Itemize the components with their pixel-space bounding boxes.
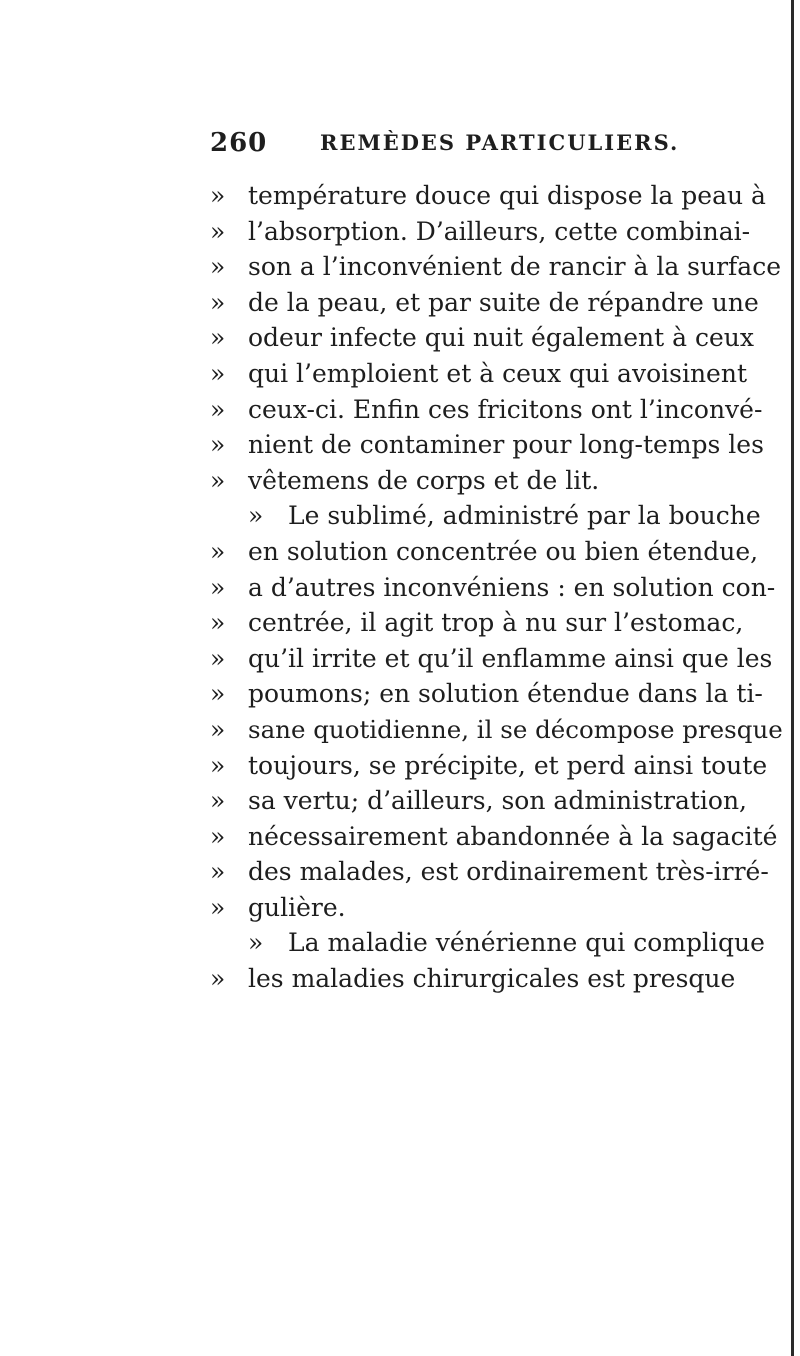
line-text: centrée, il agit trop à nu sur l’estomac,: [248, 608, 744, 638]
quote-mark: »: [210, 465, 226, 495]
quote-mark: »: [210, 857, 226, 887]
line-text: toujours, se précipite, et perd ainsi toute: [248, 750, 768, 780]
line-text: de la peau, et par suite de répandre une: [248, 287, 759, 317]
line-text: les maladies chirurgicales est presque: [248, 964, 736, 994]
text-line: [210, 249, 790, 285]
quote-mark: »: [210, 821, 226, 851]
text-line: [210, 427, 790, 463]
line-text: ceux-ci. Enfin ces fricitons ont l’inconvé-: [248, 394, 763, 424]
quote-mark: »: [210, 216, 226, 246]
text-line: [210, 783, 790, 819]
text-line: [210, 463, 790, 499]
quote-mark: »: [210, 608, 226, 638]
quote-mark: »: [210, 786, 226, 816]
page-number: 260: [210, 128, 268, 158]
quote-mark: »: [210, 536, 226, 566]
line-text: poumons; en solution étendue dans la ti-: [248, 679, 763, 709]
quote-mark: »: [210, 181, 226, 210]
line-text: sa vertu; d’ailleurs, son administration,: [248, 786, 747, 816]
text-line: [210, 641, 790, 677]
quote-mark: »: [210, 892, 226, 922]
text-line: [210, 712, 790, 748]
quote-mark: »: [210, 252, 226, 282]
quote-mark: »: [248, 501, 264, 531]
text-line: [210, 925, 790, 961]
line-text: l’absorption. D’ailleurs, cette combinai-: [248, 216, 751, 246]
text-line: [210, 392, 790, 428]
line-text: nient de contaminer pour long-temps les: [248, 430, 764, 460]
line-text: en solution concentrée ou bien étendue,: [248, 536, 759, 566]
text-line: [210, 819, 790, 855]
quote-mark: »: [210, 714, 226, 744]
running-head: REMÈDES PARTICULIERS.: [320, 130, 680, 155]
line-text: nécessairement abandonnée à la sagacité: [248, 821, 778, 851]
text-line: [210, 214, 790, 250]
line-text: vêtemens de corps et de lit.: [248, 465, 600, 495]
text-line: [210, 854, 790, 890]
page-header: [210, 128, 770, 162]
quote-mark: »: [210, 358, 226, 388]
text-line: [210, 356, 790, 392]
body-text: [210, 178, 790, 997]
line-text: qu’il irrite et qu’il enflamme ainsi que les: [248, 643, 773, 673]
line-text: a d’autres inconvéniens : en solution con-: [248, 572, 776, 602]
text-line: [210, 570, 790, 606]
text-line: [210, 961, 790, 997]
page-edge-shadow: [791, 0, 794, 1356]
line-text: Le sublimé, administré par la bouche: [288, 501, 761, 531]
line-text: température douce qui dispose la peau à: [248, 181, 766, 210]
quote-mark: »: [210, 643, 226, 673]
text-line: [210, 605, 790, 641]
text-line: [210, 320, 790, 356]
quote-mark: »: [210, 394, 226, 424]
line-text: qui l’emploient et à ceux qui avoisinent: [248, 358, 747, 388]
line-text: des malades, est ordinairement très-irré-: [248, 857, 769, 887]
quote-mark: »: [210, 323, 226, 353]
line-text: odeur infecte qui nuit également à ceux: [248, 323, 754, 353]
line-text: La maladie vénérienne qui complique: [288, 928, 765, 958]
line-text: sane quotidienne, il se décompose presque: [248, 714, 783, 744]
quote-mark: »: [210, 572, 226, 602]
quote-mark: »: [210, 287, 226, 317]
quote-mark: »: [210, 964, 226, 994]
quote-mark: »: [210, 430, 226, 460]
text-line: [210, 534, 790, 570]
text-line: [210, 890, 790, 926]
text-line: [210, 676, 790, 712]
quote-mark: »: [210, 679, 226, 709]
text-line: [210, 178, 790, 214]
text-line: [210, 498, 790, 534]
line-text: gulière.: [248, 892, 346, 922]
text-line: [210, 285, 790, 321]
quote-mark: »: [210, 750, 226, 780]
line-text: son a l’inconvénient de rancir à la surface: [248, 252, 782, 282]
quote-mark: »: [248, 928, 264, 958]
text-line: [210, 748, 790, 784]
